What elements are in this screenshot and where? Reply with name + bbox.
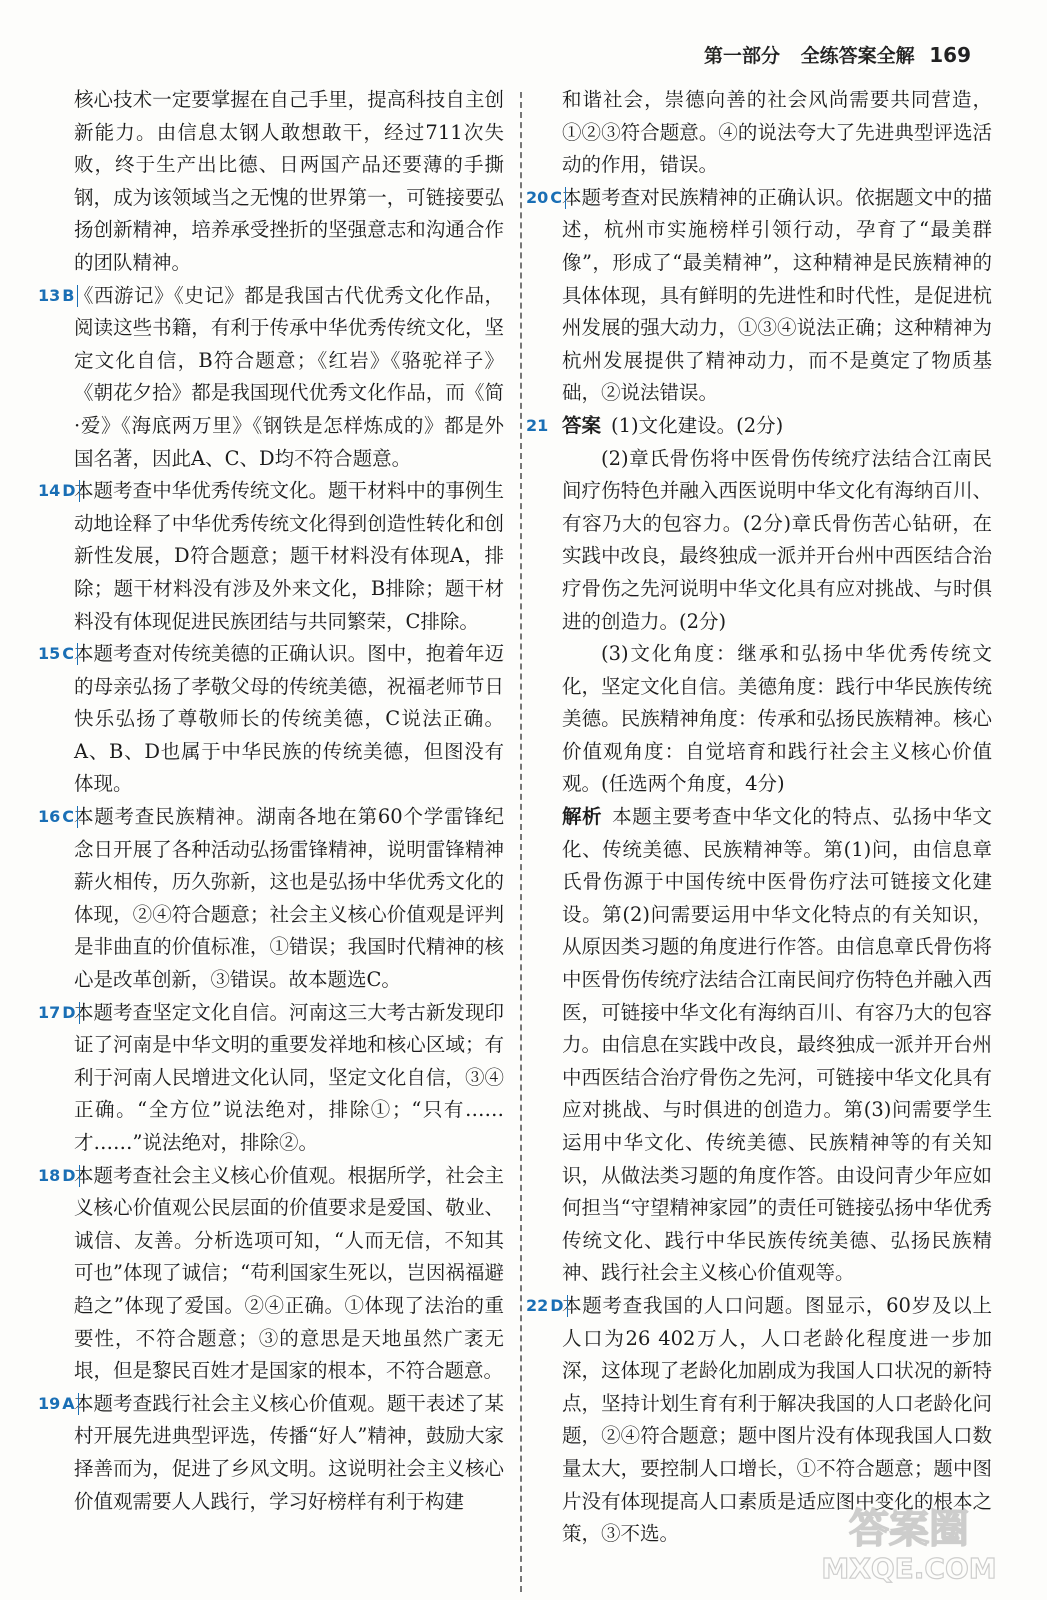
column-divider [520, 92, 522, 1592]
answer-15 [38, 638, 504, 801]
answer-part-2: (2)章氏骨伤将中医骨伤传统疗法结合江南民间疗伤特色并融入西医说明中华文化有海纳百川、有容乃大的包容力。(2分)章氏骨伤苦心钻研，在实践中改良，最终独成一派并开台州中西医结合治疗骨伤之先河说明中华文化具有应对挑战、与时俱进的创造力。(2分) [562, 446, 992, 633]
answer-text: 本题考查对传统美德的正确认识。图中，抱着年迈的母亲弘扬了孝敬父母的传统美德，祝福老师节日快乐弘扬了尊敬师长的传统美德，C说法正确。A、B、D也属于中华民族的传统美德，但图没有体现。 [74, 642, 504, 796]
header-part: 第一部分 [703, 45, 780, 67]
page-header [0, 0, 1047, 78]
answer-part-1: 答案 (1)文化建设。(2分) [562, 413, 784, 437]
question-tag: 20 C [526, 187, 566, 209]
answer-13 [38, 280, 504, 476]
header-text [704, 41, 971, 68]
question-tag: 14 D [38, 480, 80, 502]
left-column [38, 84, 504, 1518]
answer-text: 本题考查社会主义核心价值观。根据所学，社会主义核心价值观公民层面的价值要求是爱国、敬业、诚信、友善。分析选项可知，“人而无信，不知其可也”体现了诚信；“苟利国家生死以，岂因祸福避趋之”体现了爱国。②④正确。①体现了法治的重要性，不符合题意；③的意思是天地虽然广袤无垠，但是黎民百姓才是国家的根本，不符合题意。 [74, 1163, 504, 1383]
answer-19 [38, 1388, 504, 1518]
watermark-line-2: MXQE.COM [821, 1552, 997, 1585]
watermark-logo [799, 1498, 1019, 1588]
question-tag: 13 B [38, 285, 78, 307]
answer-text: 《西游记》《史记》都是我国古代优秀文化作品，阅读这些书籍，有利于传承中华优秀传统文化，坚定文化自信，B符合题意；《红岩》《骆驼祥子》《朝花夕拾》都是我国现代优秀文化作品，而《简·爱》《海底两万里》《钢铁是怎样炼成的》都是外国名著，因此A、C、D均不符合题意。 [74, 283, 504, 470]
question-tag: 15 C [38, 643, 78, 665]
answer-text: 本题考查中华优秀传统文化。题干材料中的事例生动地诠释了中华优秀传统文化得到创造性转化和创新性发展，D符合题意；题干材料没有体现A，排除；题干材料没有涉及外来文化，B排除；题干材料没有体现促进民族团结与共同繁荣，C排除。 [74, 479, 504, 633]
question-tag: 17 D [38, 1002, 80, 1024]
question-tag: 19 A [38, 1393, 79, 1415]
question-tag: 22 D [526, 1295, 568, 1317]
answer-16 [38, 801, 504, 997]
question-tag: 16 C [38, 806, 78, 828]
answer-20 [526, 182, 992, 410]
answer-14 [38, 475, 504, 638]
answer-text: 本题考查坚定文化自信。河南这三大考古新发现印证了河南是中华文明的重要发祥地和核心区域；有利于河南人民增进文化认同，坚定文化自信，③④正确。“全方位”说法绝对，排除①；“只有……才……”说法绝对，排除②。 [74, 1000, 504, 1154]
answer-17 [38, 997, 504, 1160]
answer-21 [526, 410, 992, 1290]
answer-text: 本题考查践行社会主义核心价值观。题干表述了某村开展先进典型评选，传播“好人”精神，鼓励大家择善而为，促进了乡风文明。这说明社会主义核心价值观需要人人践行，学习好榜样有利于构建 [74, 1391, 504, 1513]
answer-text: 本题考查对民族精神的正确认识。依据题文中的描述，杭州市实施榜样引领行动，孕育了“最美群像”，形成了“最美精神”，这种精神是民族精神的具体体现，具有鲜明的先进性和时代性，是促进杭州发展的强大动力，①③④说法正确；这种精神为杭州发展提供了精神动力，而不是奠定了物质基础，②说法错误。 [562, 185, 992, 405]
page-number: 169 [929, 43, 971, 67]
question-tag: 21 [526, 415, 549, 435]
right-column [526, 84, 992, 1551]
answer-part-3: (3)文化角度：继承和弘扬中华优秀传统文化，坚定文化自信。美德角度：践行中华民族传统美德。民族精神角度：传承和弘扬民族精神。核心价值观角度：自觉培育和践行社会主义核心价值观。(任选两个角度，4分) [562, 642, 992, 796]
answer-label: 答案 [562, 413, 602, 437]
answer-text: 本题考查我国的人口问题。图显示，60岁及以上人口为26 402万人，人口老龄化程度进一步加深，这体现了老龄化加剧成为我国人口状况的新特点，坚持计划生育有利于解决我国的人口老龄化问题，②④符合题意；题中图片没有体现我国人口数量太大，要控制人口增长，①不符合题意；题中图片没有体现提高人口素质是适应图中变化的根本之策，③不选。 [562, 1293, 992, 1546]
watermark-line-1: 答案圈 [849, 1506, 969, 1552]
answer-18 [38, 1160, 504, 1388]
continued-text: 核心技术一定要掌握在自己手里，提高科技自主创新能力。由信息太钢人敢想敢干，经过711次失败，终于生产出比德、日两国产品还要薄的手撕钢，成为该领域当之无愧的世界第一，可链接要弘扬创新精神，培养承受挫折的坚强意志和沟通合作的团队精神。 [74, 88, 504, 274]
continued-text: 和谐社会，崇德向善的社会风尚需要共同营造，①②③符合题意。④的说法夸大了先进典型评选活动的作用，错误。 [562, 88, 992, 177]
header-section: 全练答案全解 [800, 45, 915, 67]
answer-text: 本题考查民族精神。湖南各地在第60个学雷锋纪念日开展了各种活动弘扬雷锋精神，说明雷锋精神薪火相传，历久弥新，这也是弘扬中华优秀文化的体现，②④符合题意；社会主义核心价值观是评判是非曲直的价值标准，①错误；我国时代精神的核心是改革创新，③错误。故本题选C。 [74, 805, 504, 992]
analysis: 解析 本题主要考查中华文化的特点、弘扬中华文化、传统美德、民族精神等。第(1)问，由信息章氏骨伤源于中国传统中医骨伤疗法可链接文化建设。第(2)问需要运用中华文化特点的有关知识，从原因类习题的角度进行作答。由信息章氏骨伤将中医骨伤传统疗法结合江南民间疗伤特色并融入西医，可链接中华文化有海纳百川、有容乃大的包容力。由信息在实践中改良，最终独成一派并开台州中西医结合治疗骨伤之先河，可链接中华文化具有应对挑战、与时俱进的创造力。第(3)问需要学生运用中华文化、传统美德、民族精神等的有关知识，从做法类习题的角度作答。由设问青少年应如何担当“守望精神家园”的责任可链接弘扬中华优秀传统文化、践行中华民族传统美德、弘扬民族精神、践行社会主义核心价值观等。 [562, 805, 992, 1285]
analysis-label: 解析 [562, 805, 603, 829]
question-tag: 18 D [38, 1165, 80, 1187]
